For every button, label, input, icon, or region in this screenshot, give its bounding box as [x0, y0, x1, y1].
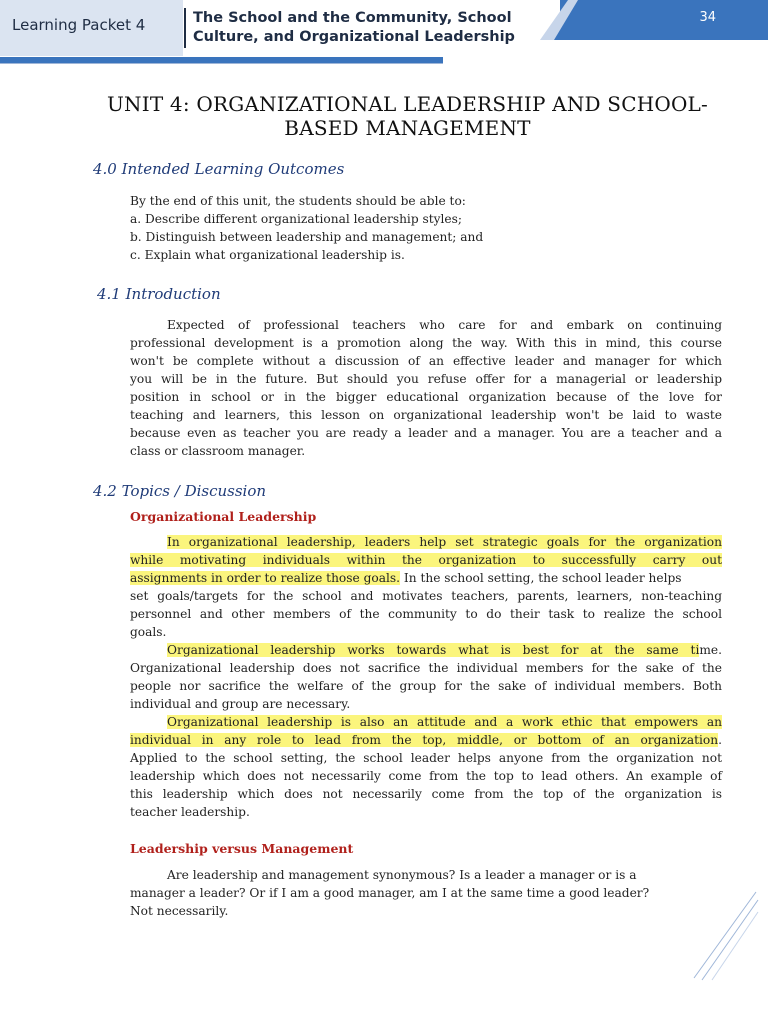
intro-line: you will be in the future. But should you refuse offer for a managerial or leadership — [130, 372, 722, 386]
paragraph-line — [130, 641, 722, 659]
intro-line: Expected of professional teachers who care for and embark on continuing — [167, 318, 722, 332]
paragraph-line — [130, 533, 722, 551]
plain-text: In the school setting, the school leader helps — [400, 571, 682, 585]
plain-text: me. — [699, 643, 722, 657]
paragraph-line: Are leadership and management synonymous? Is a leader a manager or is a — [167, 868, 637, 882]
paragraph-line: individual and group are necessary. — [130, 697, 351, 711]
intro-line: class or classroom manager. — [130, 444, 306, 458]
outcome-item-c: c. Explain what organizational leadership is. — [130, 248, 405, 262]
unit-title-line-1: UNIT 4: ORGANIZATIONAL LEADERSHIP AND SCHOOL- — [106, 92, 708, 116]
page-number-banner — [560, 0, 768, 40]
org-leadership-subheading: Organizational Leadership — [130, 509, 317, 524]
outcomes-list — [130, 192, 722, 264]
highlighted-text: Organizational leadership works towards what is best for at the same ti — [167, 643, 700, 657]
intro-line: won't be complete without a discussion of an effective leader and manager for which — [130, 354, 722, 368]
header-underline-thin — [0, 63, 443, 64]
topics-heading: 4.2 Topics / Discussion — [93, 482, 267, 500]
intro-line: position in school or in the bigger educational organization because of the love for — [130, 390, 722, 404]
paragraph-line: leadership which does not necessarily come from the top to lead others. An example of — [130, 769, 722, 783]
intro-line: professional development is a promotion along the way. With this in mind, this course — [130, 336, 722, 350]
introduction-paragraph — [130, 316, 722, 460]
page-number: 34 — [699, 10, 716, 25]
paragraph-line: this leadership which does not necessarily come from the top of the organization is — [130, 787, 722, 801]
paragraph-line — [130, 731, 722, 749]
intro-line: teaching and learners, this lesson on organizational leadership won't be laid to waste — [130, 408, 722, 422]
introduction-heading: 4.1 Introduction — [97, 285, 221, 303]
paragraph-line — [130, 551, 722, 569]
paragraph-line: people nor sacrifice the welfare of the group for the sake of individual members. Both — [130, 679, 722, 693]
paragraph-line: set goals/targets for the school and motivates teachers, parents, learners, non-teaching — [130, 589, 722, 603]
outcome-item-b: b. Distinguish between leadership and management; and — [130, 230, 484, 244]
packet-title-line-2: Culture, and Organizational Leadership — [193, 29, 515, 45]
paragraph-line: goals. — [130, 625, 167, 639]
learning-packet-label: Learning Packet 4 — [12, 16, 146, 34]
paragraph-line: Applied to the school setting, the school leader helps anyone from the organization not — [130, 751, 722, 765]
unit-title — [100, 92, 715, 140]
unit-title-line-2: BASED MANAGEMENT — [284, 116, 531, 140]
header-label-panel — [0, 0, 183, 56]
highlighted-text: while motivating individuals within the organization to successfully carry out — [130, 553, 722, 567]
packet-title-line-1: The School and the Community, School — [193, 10, 512, 26]
paragraph-line — [130, 569, 722, 587]
outcomes-intro: By the end of this unit, the students should be able to: — [130, 194, 466, 208]
paragraph-line: Not necessarily. — [130, 904, 229, 918]
outcome-item-a: a. Describe different organizational leadership styles; — [130, 212, 463, 226]
paragraph-line — [130, 713, 722, 731]
outcomes-heading: 4.0 Intended Learning Outcomes — [93, 160, 345, 178]
intro-line: because even as teacher you are ready a leader and a manager. You are a teacher and a — [130, 426, 722, 440]
paragraph-line: personnel and other members of the community to do their task to realize the school — [130, 607, 722, 621]
highlighted-text: In organizational leadership, leaders help set strategic goals for the organization — [167, 535, 722, 549]
plain-text: . — [718, 733, 722, 747]
highlighted-text: Organizational leadership is also an attitude and a work ethic that empowers an — [167, 715, 722, 729]
highlighted-text: individual in any role to lead from the top, middle, or bottom of an organization — [130, 733, 719, 747]
leadership-vs-management-paragraph — [130, 866, 722, 920]
paragraph-line: Organizational leadership does not sacrifice the individual members for the sake of the — [130, 661, 722, 675]
banner-edge-decoration — [540, 0, 580, 40]
header-divider — [184, 8, 186, 48]
highlighted-text: assignments in order to realize those goals. — [130, 571, 401, 585]
packet-title — [193, 9, 553, 47]
org-leadership-paragraphs — [130, 533, 722, 821]
page-corner-decoration — [690, 890, 760, 985]
leadership-vs-management-subheading: Leadership versus Management — [130, 841, 354, 856]
paragraph-line: manager a leader? Or if I am a good manager, am I at the same time a good leader? — [130, 886, 650, 900]
paragraph-line: teacher leadership. — [130, 805, 250, 819]
